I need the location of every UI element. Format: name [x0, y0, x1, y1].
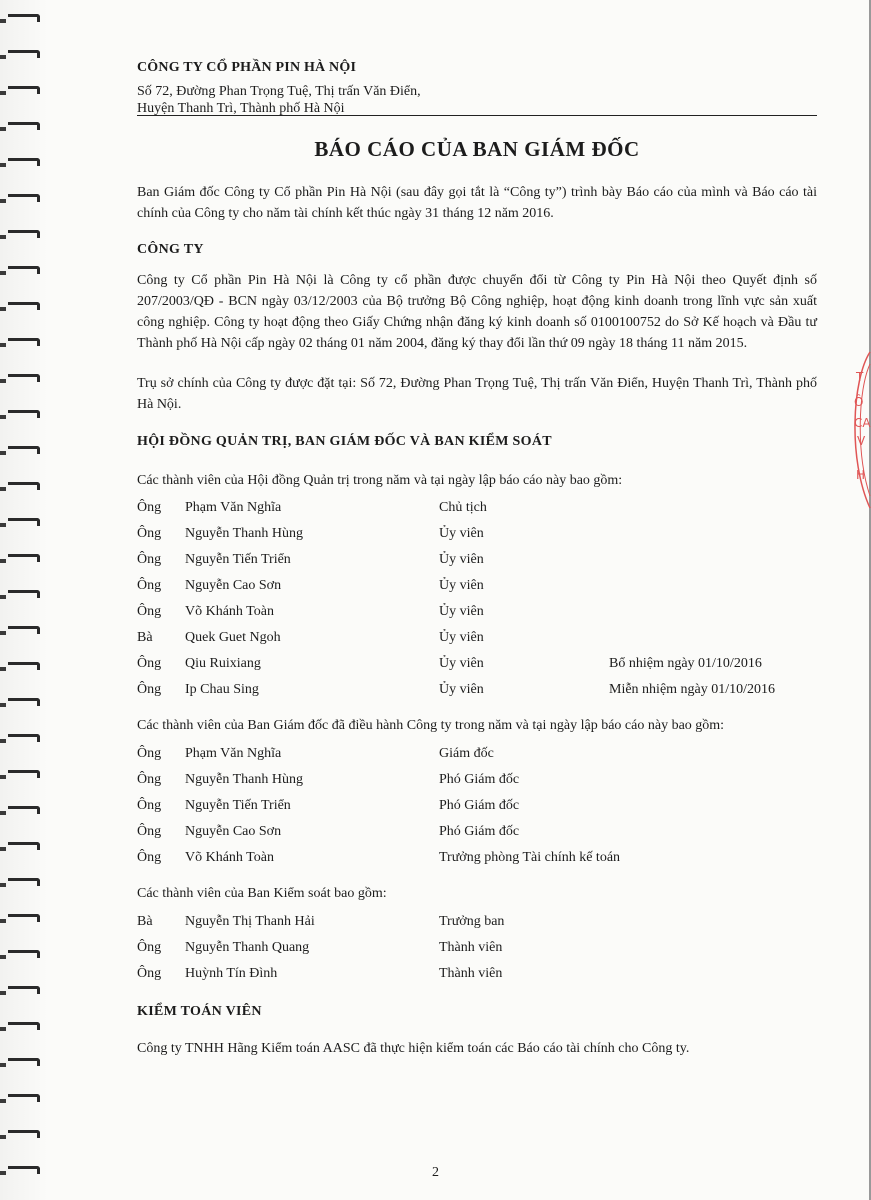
member-role: Ủy viên [439, 578, 484, 593]
supervisor-name: Nguyễn Thị Thanh Hải [185, 914, 315, 929]
board-member-row [137, 656, 817, 676]
supervisor-title: Ông [137, 940, 162, 955]
supervisor-name: Huỳnh Tín Đình [185, 966, 278, 981]
board-member-row [137, 682, 817, 702]
intro-paragraph: Ban Giám đốc Công ty Cổ phần Pin Hà Nội (sau đây gọi tắt là “Công ty”) trình bày Báo cáo của mình và Báo cáo tài chính của Công ty cho năm tài chính kết thúc ngày 31 tháng 12 năm 2016. [137, 185, 817, 221]
supervisor-row [137, 914, 817, 934]
director-name: Nguyễn Cao Sơn [185, 824, 282, 839]
member-title: Ông [137, 578, 162, 593]
member-role: Ủy viên [439, 630, 484, 645]
board-member-row [137, 604, 817, 624]
director-role: Giám đốc [439, 746, 494, 761]
address-line-2: Huyện Thanh Trì, Thành phố Hà Nội [137, 101, 345, 116]
board-member-row [137, 630, 817, 650]
company-section-heading: CÔNG TY [137, 242, 204, 257]
member-title: Ông [137, 604, 162, 619]
member-role: Ủy viên [439, 656, 484, 671]
board-member-row [137, 578, 817, 598]
stamp-letter: H [856, 468, 866, 482]
director-role: Trưởng phòng Tài chính kế toán [439, 850, 621, 865]
stamp-letter: Ô [854, 395, 864, 409]
page-number: 2 [432, 1165, 439, 1180]
auditor-section-heading: KIỂM TOÁN VIÊN [137, 1004, 262, 1019]
member-role: Chủ tịch [439, 500, 487, 515]
board-member-row [137, 552, 817, 572]
director-role: Phó Giám đốc [439, 772, 520, 787]
supervisor-title: Ông [137, 966, 162, 981]
director-name: Võ Khánh Toàn [185, 850, 274, 865]
page-title: BÁO CÁO CỦA BAN GIÁM ĐỐC [314, 137, 640, 161]
supervisors-lead-text: Các thành viên của Ban Kiểm soát bao gồm: [137, 886, 387, 901]
member-name: Võ Khánh Toàn [185, 604, 274, 619]
board-member-row [137, 526, 817, 546]
director-name: Nguyễn Tiến Triển [185, 798, 291, 813]
director-role: Phó Giám đốc [439, 798, 520, 813]
stamp-letter: V [857, 434, 866, 448]
member-name: Ip Chau Sing [185, 682, 259, 697]
supervisor-role: Thành viên [439, 966, 503, 981]
header-divider [137, 115, 817, 116]
stamp-letter: T [856, 370, 864, 384]
member-role: Ủy viên [439, 604, 484, 619]
director-row [137, 850, 817, 870]
director-title: Ông [137, 798, 162, 813]
member-role: Ủy viên [439, 682, 484, 697]
member-title: Ông [137, 682, 162, 697]
company-name: CÔNG TY CỔ PHẦN PIN HÀ NỘI [137, 60, 357, 75]
director-title: Ông [137, 850, 162, 865]
member-note: Miễn nhiệm ngày 01/10/2016 [609, 682, 776, 697]
board-section-heading: HỘI ĐỒNG QUẢN TRỊ, BAN GIÁM ĐỐC VÀ BAN KIỂM SOÁT [137, 434, 552, 449]
company-paragraph-1: Công ty Cổ phần Pin Hà Nội là Công ty cổ phần được chuyển đổi từ Công ty Pin Hà Nội theo Quyết định số 207/2003/QĐ - BCN ngày 03/12/2003 của Bộ trưởng Bộ Công nghiệp, hoạt động kinh doanh trong lĩnh vực sản xuất công nghiệp. Công ty hoạt động theo Giấy Chứng nhận đăng ký kinh doanh số 0100100752 do Sở Kế hoạch và Đầu tư Thành phố Hà Nội cấp ngày 02 tháng 01 năm 2004, đăng ký thay đổi lần thứ 09 ngày 18 tháng 11 năm 2015. [137, 273, 817, 351]
member-name: Phạm Văn Nghĩa [185, 500, 282, 515]
member-name: Nguyễn Cao Sơn [185, 578, 282, 593]
member-name: Qiu Ruixiang [185, 656, 261, 671]
member-title: Ông [137, 526, 162, 541]
member-role: Ủy viên [439, 552, 484, 567]
director-row [137, 746, 817, 766]
member-name: Nguyễn Tiến Triển [185, 552, 291, 567]
director-title: Ông [137, 746, 162, 761]
auditor-text: Công ty TNHH Hãng Kiểm toán AASC đã thực hiện kiểm toán các Báo cáo tài chính cho Công ty. [137, 1041, 690, 1056]
supervisor-row [137, 966, 817, 986]
member-name: Quek Guet Ngoh [185, 630, 281, 645]
red-stamp-fragment [842, 350, 871, 510]
member-title: Bà [137, 630, 153, 645]
member-note: Bổ nhiệm ngày 01/10/2016 [609, 656, 762, 671]
director-role: Phó Giám đốc [439, 824, 520, 839]
member-title: Ông [137, 552, 162, 567]
supervisor-row [137, 940, 817, 960]
supervisor-role: Thành viên [439, 940, 503, 955]
director-row [137, 798, 817, 818]
member-title: Ông [137, 656, 162, 671]
director-title: Ông [137, 772, 162, 787]
director-row [137, 824, 817, 844]
director-row [137, 772, 817, 792]
director-name: Phạm Văn Nghĩa [185, 746, 282, 761]
supervisor-title: Bà [137, 914, 153, 929]
member-title: Ông [137, 500, 162, 515]
member-name: Nguyễn Thanh Hùng [185, 526, 303, 541]
company-paragraph-2: Trụ sở chính của Công ty được đặt tại: Số 72, Đường Phan Trọng Tuệ, Thị trấn Văn Điển, Huyện Thanh Trì, Thành phố Hà Nội. [137, 376, 817, 412]
supervisor-role: Trưởng ban [439, 914, 505, 929]
board-member-row [137, 500, 817, 520]
directors-lead-text: Các thành viên của Ban Giám đốc đã điều hành Công ty trong năm và tại ngày lập báo cáo này bao gồm: [137, 718, 725, 733]
supervisor-name: Nguyễn Thanh Quang [185, 940, 310, 955]
address-line-1: Số 72, Đường Phan Trọng Tuệ, Thị trấn Văn Điển, [137, 84, 421, 99]
director-name: Nguyễn Thanh Hùng [185, 772, 303, 787]
board-lead-text: Các thành viên của Hội đồng Quản trị trong năm và tại ngày lập báo cáo này bao gồm: [137, 473, 623, 488]
stamp-letter: CA [854, 416, 871, 430]
director-title: Ông [137, 824, 162, 839]
member-role: Ủy viên [439, 526, 484, 541]
